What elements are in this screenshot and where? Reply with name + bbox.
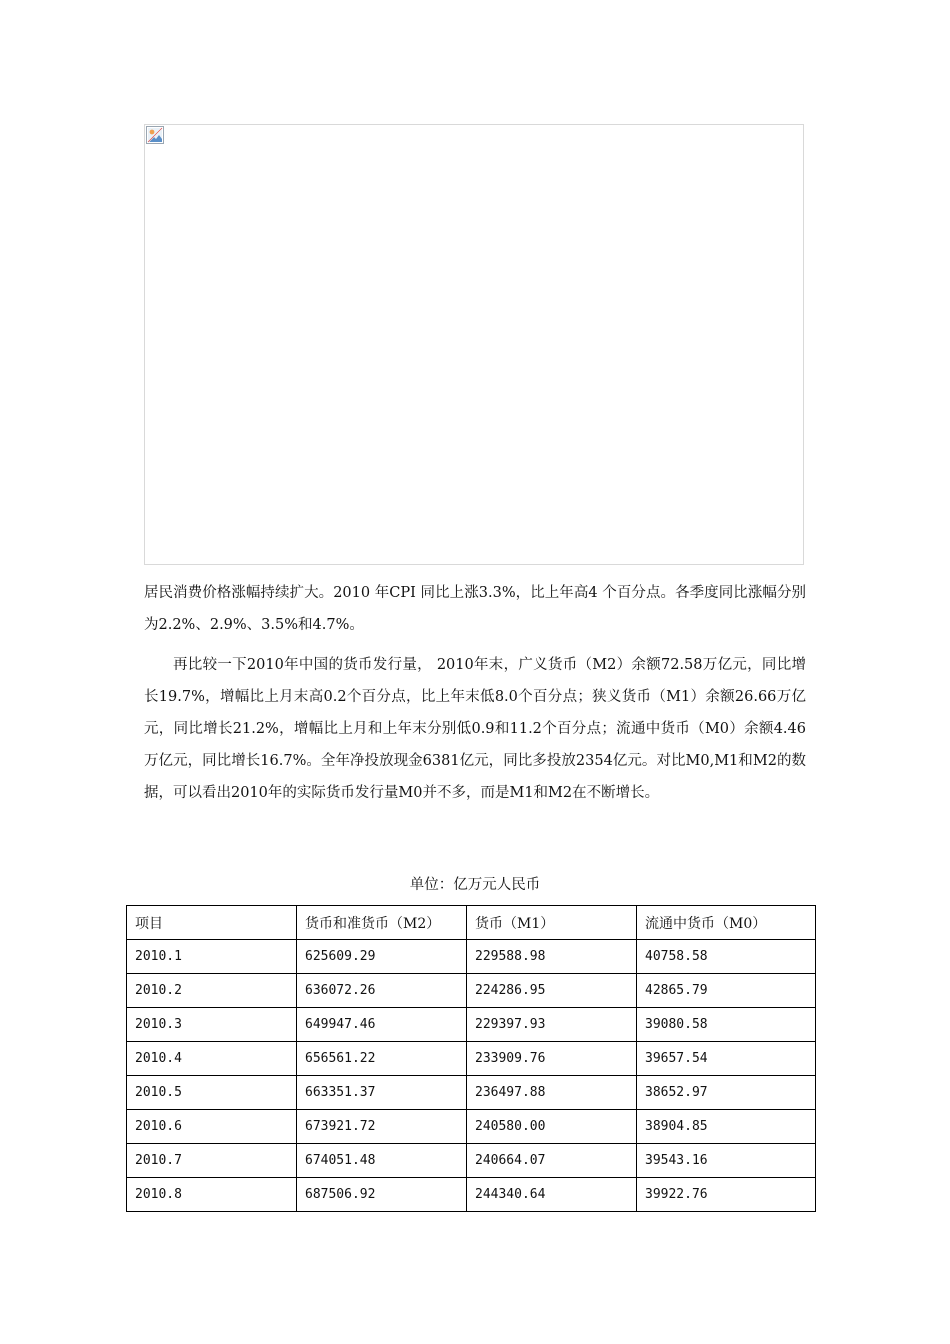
table-row bbox=[127, 974, 816, 1008]
cell-m1: 229397.93 bbox=[467, 1008, 637, 1042]
cell-m2: 656561.22 bbox=[297, 1042, 467, 1076]
cell-m2: 649947.46 bbox=[297, 1008, 467, 1042]
cell-period: 2010.4 bbox=[127, 1042, 297, 1076]
cell-m2: 663351.37 bbox=[297, 1076, 467, 1110]
table-header-row bbox=[127, 906, 816, 940]
cell-period: 2010.5 bbox=[127, 1076, 297, 1110]
table-caption: 单位：亿万元人民币 bbox=[409, 877, 541, 893]
table-row bbox=[127, 1144, 816, 1178]
cell-period: 2010.3 bbox=[127, 1008, 297, 1042]
header-m1: 货币（M1） bbox=[467, 906, 637, 940]
table-row bbox=[127, 1110, 816, 1144]
image-placeholder bbox=[144, 124, 804, 565]
cell-m2: 687506.92 bbox=[297, 1178, 467, 1212]
table-row bbox=[127, 1178, 816, 1212]
cell-period: 2010.6 bbox=[127, 1110, 297, 1144]
cell-m0: 39080.58 bbox=[637, 1008, 816, 1042]
cell-m2: 673921.72 bbox=[297, 1110, 467, 1144]
cell-m2: 625609.29 bbox=[297, 940, 467, 974]
header-m0: 流通中货币（M0） bbox=[637, 906, 816, 940]
cell-m0: 39543.16 bbox=[637, 1144, 816, 1178]
table-row bbox=[127, 1042, 816, 1076]
header-m2: 货币和准货币（M2） bbox=[297, 906, 467, 940]
cell-period: 2010.2 bbox=[127, 974, 297, 1008]
money-supply-table bbox=[126, 905, 816, 1212]
cell-m2: 674051.48 bbox=[297, 1144, 467, 1178]
cell-m2: 636072.26 bbox=[297, 974, 467, 1008]
cell-period: 2010.7 bbox=[127, 1144, 297, 1178]
cell-period: 2010.1 bbox=[127, 940, 297, 974]
paragraph-cpi: 居民消费价格涨幅持续扩大。2010 年CPI 同比上涨3.3%，比上年高4 个百分点。各季度同比涨幅分别为2.2%、2.9%、3.5%和4.7%。 bbox=[144, 585, 806, 633]
cell-m1: 229588.98 bbox=[467, 940, 637, 974]
header-item: 项目 bbox=[127, 906, 297, 940]
cell-m1: 240580.00 bbox=[467, 1110, 637, 1144]
cell-m1: 233909.76 bbox=[467, 1042, 637, 1076]
table-row bbox=[127, 1008, 816, 1042]
cell-m0: 38652.97 bbox=[637, 1076, 816, 1110]
cell-m0: 38904.85 bbox=[637, 1110, 816, 1144]
paragraph-money-supply: 再比较一下2010年中国的货币发行量， 2010年末，广义货币（M2）余额72.58万亿元，同比增长19.7%，增幅比上月末高0.2个百分点，比上年末低8.0个百分点；狭义货币（M1）余额26.66万亿元，同比增长21.2%，增幅比上月和上年末分别低0.9和11.2个百分点；流通中货币（M0）余额4.46万亿元，同比增长16.7%。全年净投放现金6381亿元，同比多投放2354亿元。对比M0,M1和M2的数据，可以看出2010年的实际货币发行量M0并不多，而是M1和M2在不断增长。 bbox=[144, 657, 806, 801]
broken-image-icon bbox=[146, 126, 164, 144]
cell-m0: 39922.76 bbox=[637, 1178, 816, 1212]
cell-m1: 224286.95 bbox=[467, 974, 637, 1008]
cell-m0: 42865.79 bbox=[637, 974, 816, 1008]
cell-m0: 39657.54 bbox=[637, 1042, 816, 1076]
cell-m1: 240664.07 bbox=[467, 1144, 637, 1178]
table-row bbox=[127, 1076, 816, 1110]
cell-period: 2010.8 bbox=[127, 1178, 297, 1212]
cell-m0: 40758.58 bbox=[637, 940, 816, 974]
cell-m1: 244340.64 bbox=[467, 1178, 637, 1212]
table-row bbox=[127, 940, 816, 974]
cell-m1: 236497.88 bbox=[467, 1076, 637, 1110]
